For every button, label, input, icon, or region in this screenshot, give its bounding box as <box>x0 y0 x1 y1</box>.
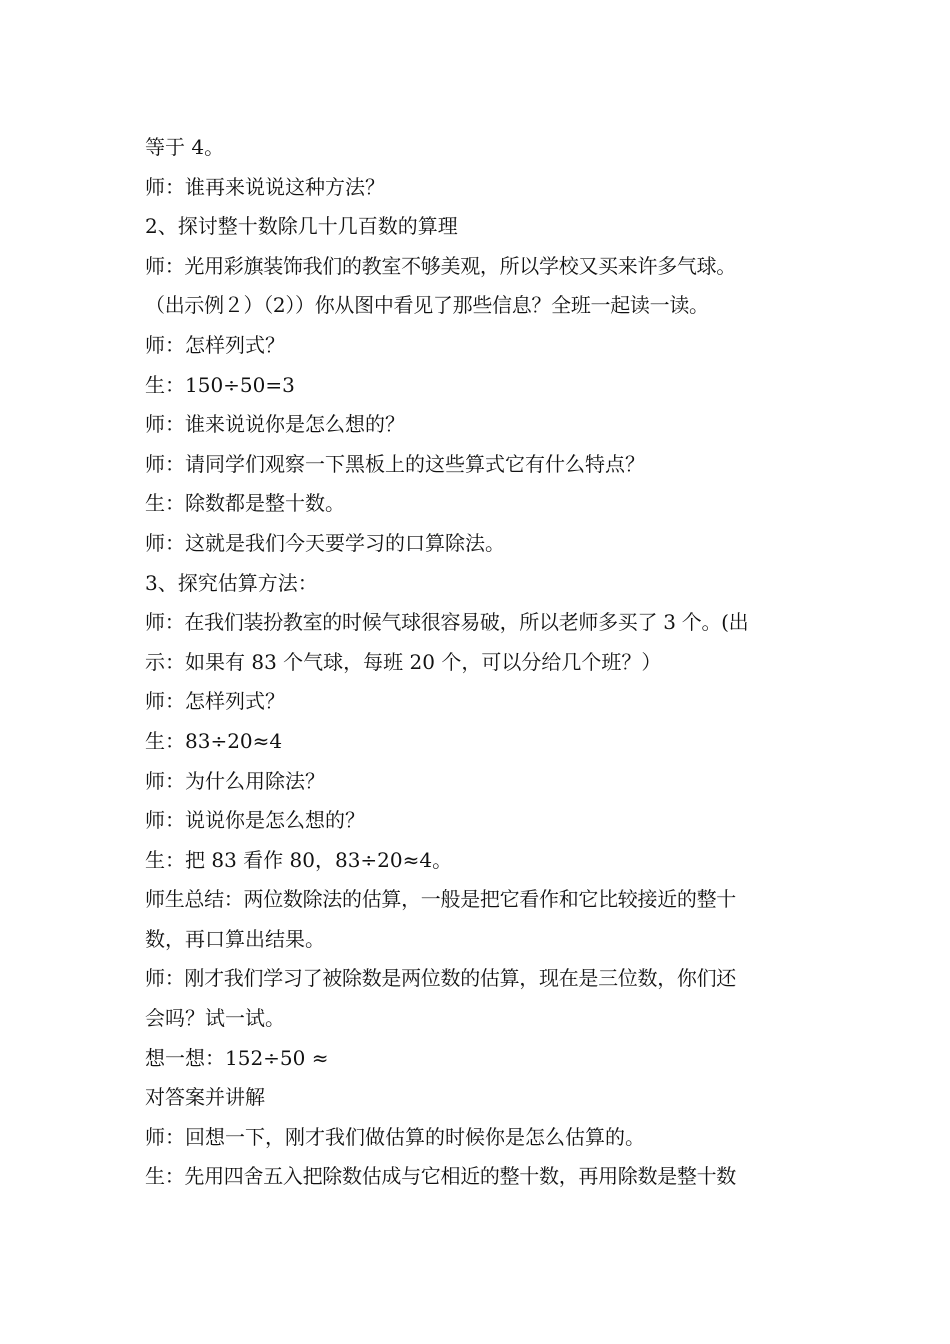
text-line: 师：谁再来说说这种方法？ <box>145 174 385 199</box>
text-line: 师：刚才我们学习了被除数是两位数的估算，现在是三位数，你们还 <box>145 966 736 991</box>
text-line: 数，再口算出结果。 <box>145 926 325 951</box>
text-line: 师：光用彩旗装饰我们的教室不够美观，所以学校又买来许多气球。 <box>145 253 736 278</box>
text-line: 生：150÷50=3 <box>145 372 295 397</box>
text-line: 师：回想一下，刚才我们做估算的时候你是怎么估算的。 <box>145 1124 645 1149</box>
text-line: 示：如果有 83 个气球，每班 20 个，可以分给几个班？） <box>145 649 662 674</box>
text-line: 生：先用四舍五入把除数估成与它相近的整十数，再用除数是整十数 <box>145 1164 736 1189</box>
text-line: 3、探究估算方法： <box>145 570 318 595</box>
text-line: 会吗？试一试。 <box>145 1006 285 1031</box>
text-line: 师：怎样列式？ <box>145 332 285 357</box>
text-line: 师：为什么用除法？ <box>145 768 325 793</box>
text-line: 生：83÷20≈4 <box>145 728 283 753</box>
text-line: 2、探讨整十数除几十几百数的算理 <box>145 214 458 239</box>
text-line: 师：在我们装扮教室的时候气球很容易破，所以老师多买了 3 个。(出 <box>145 610 749 635</box>
text-line: 想一想：152÷50 ≈ <box>145 1045 329 1070</box>
text-line: 生：把 83 看作 80，83÷20≈4。 <box>145 847 453 872</box>
text-line: 师：说说你是怎么想的？ <box>145 808 365 833</box>
text-line: 师：请同学们观察一下黑板上的这些算式它有什么特点？ <box>145 451 645 476</box>
text-line: 师生总结：两位数除法的估算，一般是把它看作和它比较接近的整十 <box>145 887 736 912</box>
text-line: 师：这就是我们今天要学习的口算除法。 <box>145 530 505 555</box>
text-line: 生：除数都是整十数。 <box>145 491 345 516</box>
text-line: 等于 4。 <box>145 135 225 159</box>
text-line: 对答案并讲解 <box>145 1085 265 1110</box>
text-line: 师：谁来说说你是怎么想的？ <box>145 412 405 437</box>
text-line: 师：怎样列式？ <box>145 689 285 714</box>
document-body <box>145 128 810 1197</box>
text-line: （出示例２）（2））你从图中看见了那些信息？全班一起读一读。 <box>145 293 709 318</box>
